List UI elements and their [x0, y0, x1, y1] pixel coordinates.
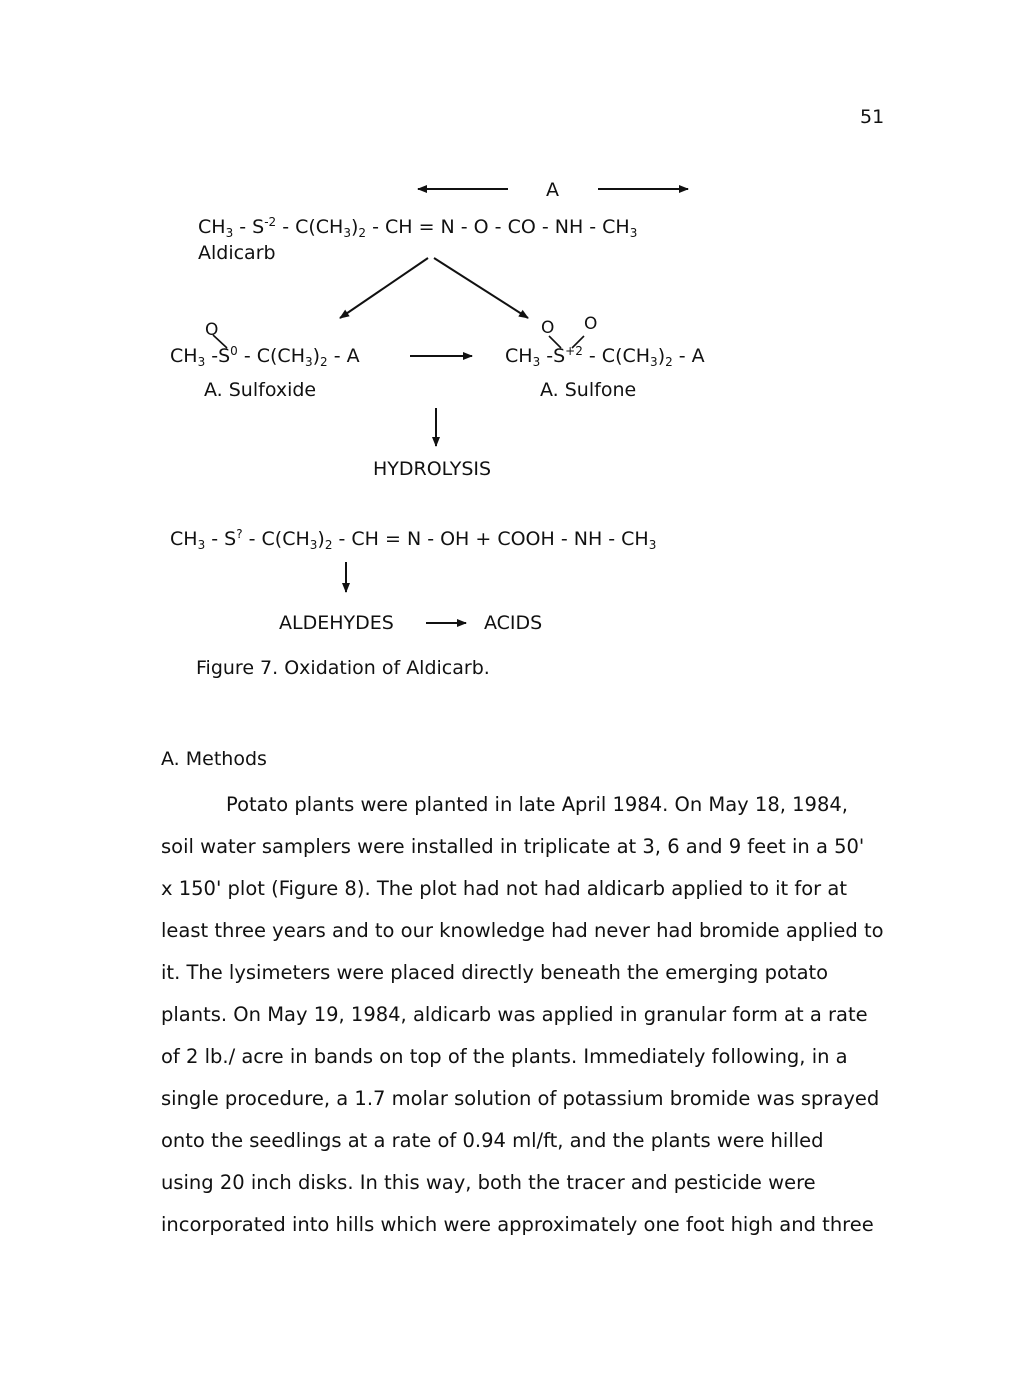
acids-label: ACIDS: [484, 612, 543, 634]
aldicarb-ch3-subscript: 3: [225, 226, 234, 240]
paragraph-line: x 150' plot (Figure 8). The plot had not had aldicarb applied to it for at: [161, 877, 847, 900]
sulfoxide-ch3-subscript: 3: [197, 355, 206, 369]
paragraph-line: least three years and to our knowledge had never had bromide applied to: [161, 919, 884, 942]
oxime-group-sub1: 3: [309, 538, 318, 552]
oxime-ch3-subscript: 3: [197, 538, 206, 552]
sulfone-oxygen-left: O: [541, 318, 555, 338]
paragraph-line: onto the seedlings at a rate of 0.94 ml/ft, and the plants were hilled: [161, 1129, 824, 1152]
sulfoxide-group-sub2: 2: [320, 355, 328, 369]
oxime-formula: $CH_3 - S^? - C(CH_3)_2$ - CH = N - OH + COOH - NH - $CH_3$: [170, 527, 657, 552]
sulfone-group-sub1: 3: [650, 355, 658, 369]
sulfone-oxygen-right: O: [584, 314, 598, 334]
hydrolysis-label: HYDROLYSIS: [373, 458, 492, 480]
sulfone-ch3-subscript: 3: [532, 355, 541, 369]
paragraph-line: it. The lysimeters were placed directly beneath the emerging potato: [161, 961, 829, 984]
arrow-label-a: A: [546, 179, 559, 201]
sulfoxide-group-close: ): [312, 345, 321, 367]
figure-caption: Figure 7. Oxidation of Aldicarb.: [196, 657, 490, 679]
oxime-rest: - CH = N - OH + COOH - NH - CH: [332, 528, 649, 550]
paragraph-line: incorporated into hills which were approximately one foot high and three: [161, 1213, 874, 1236]
aldicarb-sulfur: S: [252, 216, 265, 238]
aldicarb-rest-subscript: 3: [629, 226, 638, 240]
oxime-ch3: CH: [170, 528, 198, 550]
aldicarb-ch3: CH: [198, 216, 226, 238]
sulfoxide-group-sub1: 3: [304, 355, 313, 369]
oxime-sulfur: S: [224, 528, 237, 550]
sulfone-sulfur-charge: +2: [565, 344, 583, 358]
page-number: 51: [860, 106, 885, 128]
aldicarb-group-sub2: 2: [358, 226, 367, 240]
sulfoxide-name: A. Sulfoxide: [204, 379, 317, 401]
sulfone-name: A. Sulfone: [540, 379, 637, 401]
aldicarb-rest: - CH = N - O - CO - NH - CH: [366, 216, 630, 238]
sulfone-sulfur: S: [553, 345, 566, 367]
sulfone-group-sub2: 2: [665, 355, 673, 369]
paragraph-line: single procedure, a 1.7 molar solution of potassium bromide was sprayed: [161, 1087, 880, 1110]
oxime-group-close: ): [317, 528, 325, 550]
aldicarb-name: Aldicarb: [198, 242, 276, 264]
section-heading: A. Methods: [161, 748, 267, 770]
paragraph-line: plants. On May 19, 1984, aldicarb was applied in granular form at a rate: [161, 1003, 868, 1026]
sulfone-group: - C(CH: [582, 345, 651, 367]
arrow-to-sulfone: [434, 258, 528, 318]
sulfoxide-formula: $CH_3$ $-S^0 - C(CH_3)_2$ - A: [170, 344, 360, 369]
paragraph-line: Potato plants were planted in late April 1984. On May 18, 1984,: [226, 793, 848, 816]
sulfoxide-ch3: CH: [170, 345, 198, 367]
aldicarb-sulfur-charge: -2: [264, 215, 277, 229]
aldehydes-label: ALDEHYDES: [279, 612, 394, 634]
sulfoxide-oxygen: O: [205, 320, 219, 340]
oxime-rest-subscript: 3: [648, 538, 657, 552]
paragraph-line: soil water samplers were installed in triplicate at 3, 6 and 9 feet in a 50': [161, 835, 865, 858]
oxime-group-sub2: 2: [324, 538, 333, 552]
sulfone-ch3: CH: [505, 345, 533, 367]
paragraph-line: using 20 inch disks. In this way, both the tracer and pesticide were: [161, 1171, 816, 1194]
sulfone-formula: $CH_3$ $-S^{+2} - C(CH_3)_2$ - A: [505, 344, 705, 369]
aldicarb-group-close: ): [350, 216, 359, 238]
aldicarb-formula: $CH_3 - S^{-2} - C(CH_3)_2$ - CH = N - O - CO - NH - $CH_3$: [198, 215, 638, 240]
arrow-to-sulfoxide: [340, 258, 428, 318]
sulfoxide-sulfur: S: [218, 345, 231, 367]
oxime-group: - C(CH: [242, 528, 310, 550]
sulfoxide-sulfur-charge: 0: [230, 344, 238, 358]
aldicarb-group-sub1: 3: [343, 226, 351, 240]
sulfone-tail: - A: [672, 345, 705, 367]
paragraph-line: of 2 lb./ acre in bands on top of the plants. Immediately following, in a: [161, 1045, 848, 1068]
oxime-sulfur-charge: ?: [236, 527, 243, 541]
sulfone-group-close: ): [657, 345, 666, 367]
sulfoxide-tail: - A: [327, 345, 360, 367]
aldicarb-group: C(CH: [295, 216, 344, 238]
sulfoxide-group: - C(CH: [237, 345, 305, 367]
